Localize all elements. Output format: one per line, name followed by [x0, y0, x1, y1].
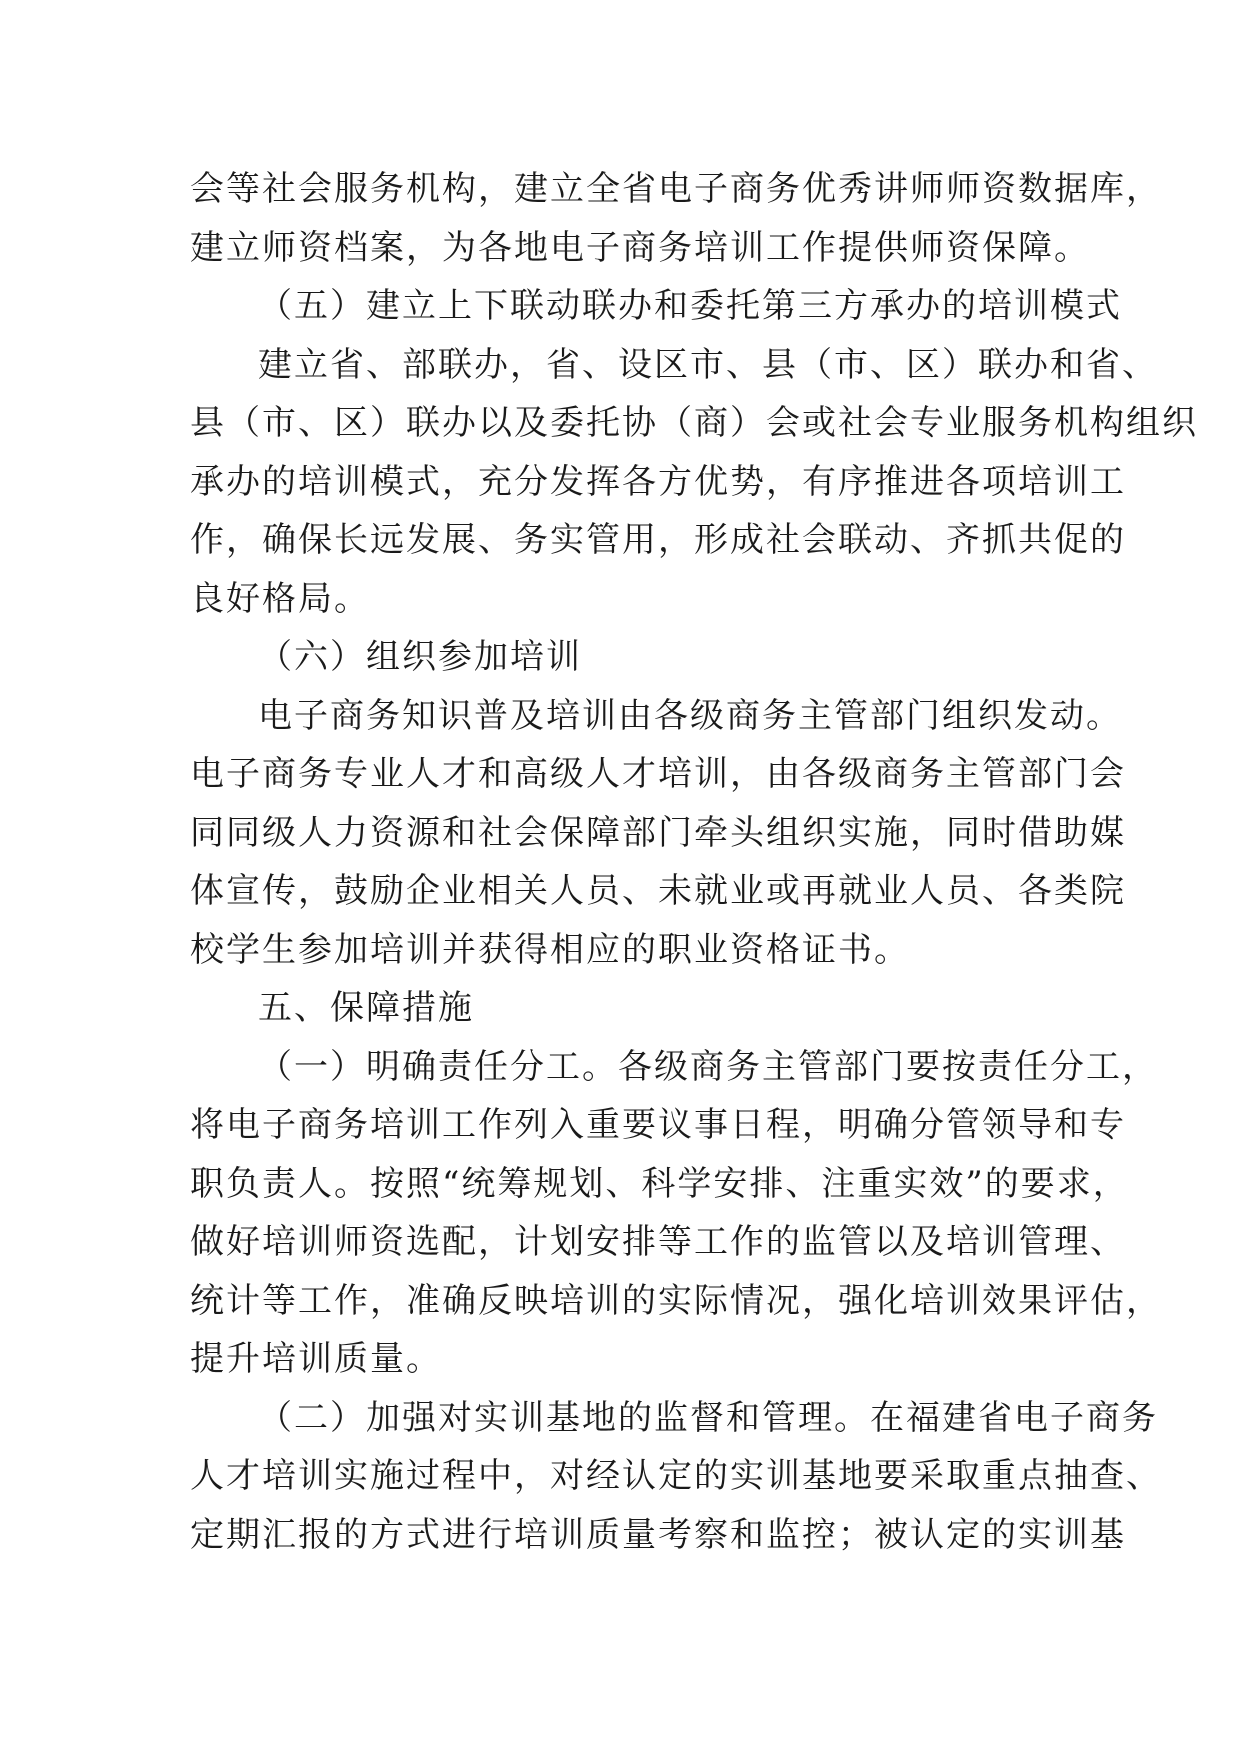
chapter-heading: 五、保障措施 — [258, 988, 474, 1028]
text-line: 定期汇报的方式进行培训质量考察和监控；被认定的实训基 — [190, 1514, 1126, 1555]
text-line: （一）明确责任分工。各级商务主管部门要按责任分工， — [258, 1046, 1158, 1087]
text-line: 承办的培训模式，充分发挥各方优势，有序推进各项培训工 — [190, 461, 1126, 502]
text-line: 建立师资档案，为各地电子商务培训工作提供师资保障。 — [190, 227, 1090, 268]
text-line: 作，确保长远发展、务实管用，形成社会联动、齐抓共促的 — [190, 520, 1126, 560]
text-line: 将电子商务培训工作列入重要议事日程，明确分管领导和专 — [190, 1105, 1126, 1145]
text-line: 人才培训实施过程中，对经认定的实训基地要采取重点抽查、 — [190, 1456, 1162, 1496]
section-heading: （六）组织参加培训 — [258, 637, 582, 677]
text-line: 县（市、区）联办以及委托协（商）会或社会专业服务机构组织 — [190, 403, 1198, 443]
text-line: （二）加强对实训基地的监督和管理。在福建省电子商务 — [258, 1397, 1158, 1438]
document-body — [190, 160, 1198, 1564]
section-heading: （五）建立上下联动联办和委托第三方承办的培训模式 — [258, 286, 1122, 326]
text-line: 电子商务专业人才和高级人才培训，由各级商务主管部门会 — [190, 754, 1126, 794]
text-line: 做好培训师资选配，计划安排等工作的监管以及培训管理、 — [190, 1222, 1126, 1262]
text-line: 校学生参加培训并获得相应的职业资格证书。 — [190, 929, 910, 970]
text-line: 统计等工作，准确反映培训的实际情况，强化培训效果评估， — [190, 1280, 1162, 1321]
text-line: 同同级人力资源和社会保障部门牵头组织实施，同时借助媒 — [190, 812, 1126, 853]
text-line: 体宣传，鼓励企业相关人员、未就业或再就业人员、各类院 — [190, 871, 1126, 911]
text-line: 建立省、部联办，省、设区市、县（市、区）联办和省、 — [258, 344, 1158, 385]
text-line: 电子商务知识普及培训由各级商务主管部门组织发动。 — [258, 695, 1122, 736]
text-line: 良好格局。 — [190, 578, 370, 619]
text-line: 提升培训质量。 — [190, 1339, 442, 1379]
text-line: 职负责人。按照“统筹规划、科学安排、注重实效”的要求， — [190, 1163, 1129, 1204]
text-line: 会等社会服务机构，建立全省电子商务优秀讲师师资数据库， — [190, 169, 1162, 209]
